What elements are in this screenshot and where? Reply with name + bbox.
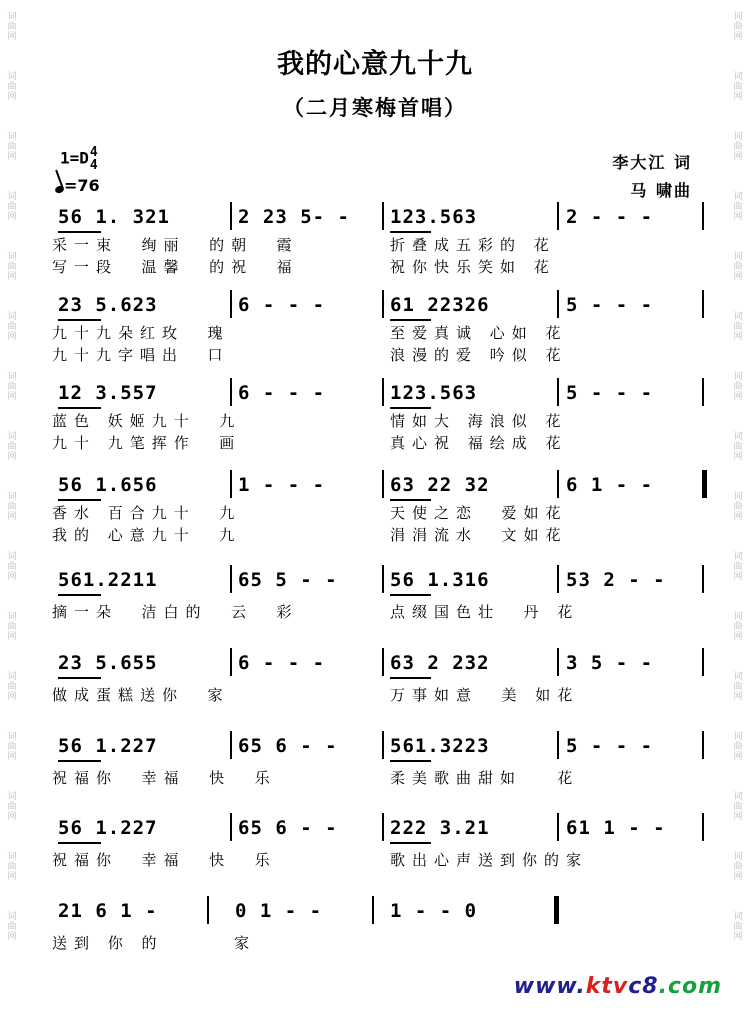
watermark-glyph: 词	[733, 672, 743, 682]
measure	[566, 650, 698, 676]
watermark-glyph: 曲	[7, 22, 17, 32]
measure	[390, 650, 555, 676]
measure	[390, 292, 555, 318]
measure	[235, 898, 370, 924]
measure	[58, 650, 228, 676]
watermark-glyph: 词	[7, 612, 17, 622]
watermark-glyph: 曲	[733, 22, 743, 32]
lyric-line: 祝你快乐笑如 花	[390, 258, 556, 276]
lyric-line: 采一束 绚丽 的朝 霞	[52, 236, 299, 254]
lyric-line: 至爱真诚 心如 花	[390, 324, 568, 342]
lyric-line: 做成蛋糕送你 家	[52, 686, 230, 704]
measure	[390, 898, 550, 924]
measure-notes: 23 5.655	[58, 652, 158, 674]
bar-line	[382, 565, 384, 593]
watermark-group	[728, 780, 748, 840]
beam-line	[58, 760, 101, 762]
watermark-glyph: 曲	[7, 622, 17, 632]
website-part: ktv	[585, 974, 629, 999]
bar-line	[382, 378, 384, 406]
lyric-line: 情如大 海浪似 花	[390, 412, 568, 430]
lyric-line: 歌出心声送到你的家	[390, 851, 589, 869]
watermark-glyph: 词	[7, 852, 17, 862]
watermark-glyph: 网	[733, 212, 743, 222]
bar-line	[557, 290, 559, 318]
beam-line	[58, 319, 101, 321]
measure	[566, 292, 698, 318]
watermark-glyph: 网	[7, 812, 17, 822]
measure-notes: 1 - - -	[238, 474, 326, 496]
lyric-line: 写一段 温馨 的祝 福	[52, 258, 299, 276]
watermark-glyph: 曲	[733, 802, 743, 812]
measure	[58, 898, 205, 924]
bar-line	[230, 202, 232, 230]
watermark-group	[728, 420, 748, 480]
measure	[566, 472, 698, 498]
watermark-glyph: 曲	[7, 442, 17, 452]
measure	[390, 380, 555, 406]
watermark-glyph: 词	[733, 792, 743, 802]
watermark-glyph: 曲	[733, 202, 743, 212]
watermark-glyph: 词	[7, 192, 17, 202]
bar-line	[702, 290, 704, 318]
watermark-glyph: 曲	[733, 502, 743, 512]
watermark-glyph: 网	[733, 272, 743, 282]
lyric-line: 九十九朵红玫 瑰	[52, 324, 230, 342]
final-barline	[702, 470, 707, 498]
measure	[390, 567, 555, 593]
measure-notes: 5 - - -	[566, 382, 654, 404]
website-part: www.	[513, 974, 586, 999]
lyric-line: 柔美歌曲甜如 花	[390, 769, 580, 787]
watermark-glyph: 曲	[733, 142, 743, 152]
measure	[238, 650, 380, 676]
watermark-group	[2, 540, 22, 600]
measure	[566, 733, 698, 759]
measure	[390, 204, 555, 230]
watermark-glyph: 网	[7, 872, 17, 882]
measure-notes: 2 - - -	[566, 206, 654, 228]
watermark-glyph: 词	[733, 612, 743, 622]
composer-credit: 马 啸曲	[630, 181, 692, 200]
measure	[390, 472, 555, 498]
measure-notes: 21 6 1 -	[58, 900, 158, 922]
watermark-glyph: 词	[7, 312, 17, 322]
lyric-line: 万事如意 美 如花	[390, 686, 580, 704]
measure-notes: 65 6 - -	[238, 817, 338, 839]
watermark-group	[728, 240, 748, 300]
measure	[58, 204, 228, 230]
watermark-glyph: 词	[7, 132, 17, 142]
lyric-line: 天使之恋 爱如花	[390, 504, 568, 522]
measure	[58, 733, 228, 759]
measure-notes: 56 1.656	[58, 474, 158, 496]
watermark-glyph: 网	[733, 692, 743, 702]
watermark-glyph: 网	[733, 332, 743, 342]
measure	[58, 815, 228, 841]
key-prefix: 1=D	[60, 148, 89, 168]
lyric-line: 祝福你 幸福 快 乐	[52, 851, 277, 869]
watermark-glyph: 网	[7, 272, 17, 282]
measure-notes: 63 22 32	[390, 474, 490, 496]
measure	[566, 815, 698, 841]
watermark-group	[2, 420, 22, 480]
watermark-glyph: 曲	[7, 382, 17, 392]
watermark-group	[728, 540, 748, 600]
measure-notes: 6 - - -	[238, 652, 326, 674]
watermark-glyph: 网	[7, 752, 17, 762]
bar-line	[382, 648, 384, 676]
beam-line	[390, 842, 431, 844]
beam-line	[390, 594, 431, 596]
bar-line	[557, 470, 559, 498]
lyric-line: 我的 心意九十 九	[52, 526, 242, 544]
measure-notes: 3 5 - -	[566, 652, 654, 674]
watermark-glyph: 词	[733, 312, 743, 322]
measure-notes: 222 3.21	[390, 817, 490, 839]
measure-notes: 2 23 5- -	[238, 206, 350, 228]
measure-notes: 0 1 - -	[235, 900, 323, 922]
watermark-glyph: 词	[733, 912, 743, 922]
watermark-glyph: 网	[733, 392, 743, 402]
measure-notes: 65 5 - -	[238, 569, 338, 591]
watermark-glyph: 词	[7, 372, 17, 382]
measure-notes: 5 - - -	[566, 735, 654, 757]
measure	[238, 733, 380, 759]
watermark-group	[728, 660, 748, 720]
watermark-group	[728, 600, 748, 660]
bar-line	[230, 648, 232, 676]
lyric-line: 祝福你 幸福 快 乐	[52, 769, 277, 787]
measure-notes: 56 1.227	[58, 735, 158, 757]
measure-notes: 561.2211	[58, 569, 158, 591]
watermark-glyph: 词	[7, 12, 17, 22]
measure-notes: 6 1 - -	[566, 474, 654, 496]
watermark-glyph: 曲	[733, 682, 743, 692]
beam-line	[58, 677, 101, 679]
watermark-glyph: 网	[733, 872, 743, 882]
watermark-group	[2, 900, 22, 960]
watermark-glyph: 曲	[7, 562, 17, 572]
measure	[238, 815, 380, 841]
watermark-glyph: 网	[7, 32, 17, 42]
watermark-group	[728, 300, 748, 360]
watermark-glyph: 网	[7, 332, 17, 342]
bar-line	[557, 813, 559, 841]
beam-line	[390, 499, 431, 501]
measure-notes: 12 3.557	[58, 382, 158, 404]
bar-line	[230, 290, 232, 318]
time-signature	[90, 146, 98, 172]
measure-notes: 23 5.623	[58, 294, 158, 316]
watermark-group	[2, 660, 22, 720]
watermark-glyph: 曲	[7, 202, 17, 212]
page-subtitle: （二月寒梅首唱）	[283, 96, 467, 120]
measure-notes: 6 - - -	[238, 294, 326, 316]
watermark-glyph: 词	[733, 852, 743, 862]
beam-line	[390, 231, 431, 233]
watermark-glyph: 词	[733, 72, 743, 82]
watermark-group	[728, 360, 748, 420]
measure-notes: 56 1.316	[390, 569, 490, 591]
watermark-glyph: 曲	[733, 562, 743, 572]
watermark-glyph: 网	[733, 92, 743, 102]
beam-line	[390, 319, 431, 321]
bar-line	[372, 896, 374, 924]
watermark-glyph: 曲	[7, 82, 17, 92]
measure-notes: 6 - - -	[238, 382, 326, 404]
time-denominator: 4	[89, 158, 98, 173]
watermark-glyph: 网	[733, 932, 743, 942]
watermark-glyph: 曲	[733, 742, 743, 752]
watermark-group	[728, 480, 748, 540]
watermark-glyph: 曲	[7, 862, 17, 872]
watermark-glyph: 词	[733, 132, 743, 142]
watermark-group	[2, 360, 22, 420]
watermark-glyph: 网	[7, 152, 17, 162]
watermark-glyph: 曲	[7, 262, 17, 272]
watermark-glyph: 网	[733, 32, 743, 42]
watermark-glyph: 曲	[733, 922, 743, 932]
watermark-glyph: 词	[733, 732, 743, 742]
watermark-glyph: 网	[7, 572, 17, 582]
measure-notes: 123.563	[390, 382, 478, 404]
watermark-glyph: 曲	[733, 442, 743, 452]
watermark-glyph: 网	[7, 452, 17, 462]
beam-line	[390, 677, 431, 679]
watermark-glyph: 词	[7, 492, 17, 502]
watermark-glyph: 曲	[7, 742, 17, 752]
measure	[390, 815, 555, 841]
bar-line	[230, 565, 232, 593]
watermark-glyph: 网	[7, 932, 17, 942]
website-part: .com	[658, 974, 722, 999]
beam-line	[58, 499, 101, 501]
measure-notes: 61 1 - -	[566, 817, 666, 839]
watermark-glyph: 曲	[733, 322, 743, 332]
lyric-line: 点缀国色壮 丹 花	[390, 603, 580, 621]
watermark-glyph: 曲	[733, 862, 743, 872]
bar-line	[230, 470, 232, 498]
watermark-glyph: 网	[7, 212, 17, 222]
bar-line	[557, 731, 559, 759]
key-signature	[60, 146, 98, 172]
watermark-glyph: 曲	[7, 142, 17, 152]
watermark-glyph: 网	[733, 752, 743, 762]
bar-line	[557, 648, 559, 676]
bar-line	[702, 813, 704, 841]
watermark-group	[2, 600, 22, 660]
measure	[58, 472, 228, 498]
watermark-right	[728, 0, 748, 1015]
measure-notes: 1 - - 0	[390, 900, 478, 922]
watermark-group	[728, 900, 748, 960]
lyric-line: 摘一朵 洁白的 云 彩	[52, 603, 299, 621]
measure	[58, 380, 228, 406]
beam-line	[58, 842, 101, 844]
watermark-glyph: 曲	[7, 682, 17, 692]
watermark-glyph: 词	[7, 912, 17, 922]
lyric-line: 九十九字唱出 口	[52, 346, 230, 364]
lyric-line: 香水 百合九十 九	[52, 504, 242, 522]
watermark-glyph: 词	[7, 552, 17, 562]
page-title: 我的心意九十九	[277, 49, 473, 80]
bar-line	[702, 731, 704, 759]
measure	[58, 567, 228, 593]
beam-line	[58, 594, 101, 596]
measure	[390, 733, 555, 759]
watermark-glyph: 网	[733, 452, 743, 462]
beam-line	[58, 407, 101, 409]
watermark-glyph: 网	[7, 692, 17, 702]
watermark-glyph: 词	[733, 372, 743, 382]
measure	[566, 380, 698, 406]
watermark-group	[2, 480, 22, 540]
measure	[238, 472, 380, 498]
watermark-glyph: 曲	[733, 262, 743, 272]
bar-line	[557, 565, 559, 593]
watermark-glyph: 网	[733, 812, 743, 822]
lyricist-credit: 李大江 词	[612, 153, 692, 172]
watermark-glyph: 词	[733, 192, 743, 202]
measure	[238, 567, 380, 593]
lyric-line: 真心祝 福绘成 花	[390, 434, 568, 452]
watermark-glyph: 词	[733, 492, 743, 502]
measure-notes: 56 1.227	[58, 817, 158, 839]
watermark-group	[728, 180, 748, 240]
tempo-marking	[55, 176, 100, 195]
bar-line	[230, 378, 232, 406]
beam-line	[58, 231, 101, 233]
measure	[58, 292, 228, 318]
bar-line	[382, 202, 384, 230]
bar-line	[557, 378, 559, 406]
bar-line	[382, 813, 384, 841]
lyric-line: 送到 你 的 家	[52, 934, 257, 952]
measure-notes: 61 22326	[390, 294, 490, 316]
beam-line	[390, 760, 431, 762]
watermark-group	[2, 780, 22, 840]
measure-notes: 53 2 - -	[566, 569, 666, 591]
time-numerator: 4	[89, 145, 98, 160]
lyric-line: 折叠成五彩的 花	[390, 236, 556, 254]
watermark-glyph: 词	[733, 252, 743, 262]
measure	[238, 380, 380, 406]
final-barline	[554, 896, 559, 924]
watermark-group	[2, 240, 22, 300]
measure	[238, 204, 380, 230]
watermark-group	[728, 720, 748, 780]
bar-line	[702, 378, 704, 406]
watermark-group	[2, 120, 22, 180]
watermark-glyph: 网	[733, 632, 743, 642]
watermark-glyph: 网	[733, 152, 743, 162]
measure-notes: 561.3223	[390, 735, 490, 757]
website-part: c8	[628, 974, 659, 999]
watermark-glyph: 曲	[7, 802, 17, 812]
watermark-glyph: 曲	[733, 82, 743, 92]
watermark-group	[2, 300, 22, 360]
watermark-glyph: 网	[7, 632, 17, 642]
watermark-left	[2, 0, 22, 1015]
watermark-glyph: 网	[733, 512, 743, 522]
measure	[566, 567, 698, 593]
bar-line	[230, 813, 232, 841]
website-logo	[514, 974, 722, 999]
tempo-value: =76	[64, 176, 100, 195]
lyric-line: 九十 九笔挥作 画	[52, 434, 242, 452]
measure	[566, 204, 698, 230]
watermark-glyph: 曲	[7, 502, 17, 512]
bar-line	[382, 470, 384, 498]
bar-line	[207, 896, 209, 924]
measure-notes: 56 1. 321	[58, 206, 170, 228]
watermark-glyph: 词	[7, 72, 17, 82]
watermark-glyph: 网	[7, 392, 17, 402]
watermark-glyph: 曲	[733, 382, 743, 392]
watermark-glyph: 词	[733, 552, 743, 562]
measure-notes: 65 6 - -	[238, 735, 338, 757]
watermark-glyph: 曲	[733, 622, 743, 632]
bar-line	[702, 648, 704, 676]
measure-notes: 5 - - -	[566, 294, 654, 316]
watermark-glyph: 曲	[7, 322, 17, 332]
bar-line	[702, 565, 704, 593]
measure-notes: 63 2 232	[390, 652, 490, 674]
watermark-group	[2, 720, 22, 780]
beam-line	[390, 407, 431, 409]
watermark-glyph: 词	[7, 432, 17, 442]
watermark-glyph: 词	[7, 252, 17, 262]
watermark-group	[2, 840, 22, 900]
watermark-glyph: 词	[733, 12, 743, 22]
bar-line	[557, 202, 559, 230]
lyric-line: 浪漫的爱 吟似 花	[390, 346, 568, 364]
lyric-line: 涓涓流水 文如花	[390, 526, 568, 544]
bar-line	[702, 202, 704, 230]
watermark-glyph: 网	[733, 572, 743, 582]
bar-line	[382, 731, 384, 759]
watermark-glyph: 词	[7, 672, 17, 682]
lyric-line: 蓝色 妖姬九十 九	[52, 412, 242, 430]
watermark-glyph: 网	[7, 92, 17, 102]
bar-line	[382, 290, 384, 318]
watermark-glyph: 词	[7, 732, 17, 742]
measure	[238, 292, 380, 318]
bar-line	[230, 731, 232, 759]
watermark-group	[728, 840, 748, 900]
watermark-glyph: 词	[7, 792, 17, 802]
measure-notes: 123.563	[390, 206, 478, 228]
watermark-group	[728, 120, 748, 180]
watermark-group	[2, 180, 22, 240]
watermark-glyph: 曲	[7, 922, 17, 932]
watermark-glyph: 网	[7, 512, 17, 522]
watermark-glyph: 词	[733, 432, 743, 442]
